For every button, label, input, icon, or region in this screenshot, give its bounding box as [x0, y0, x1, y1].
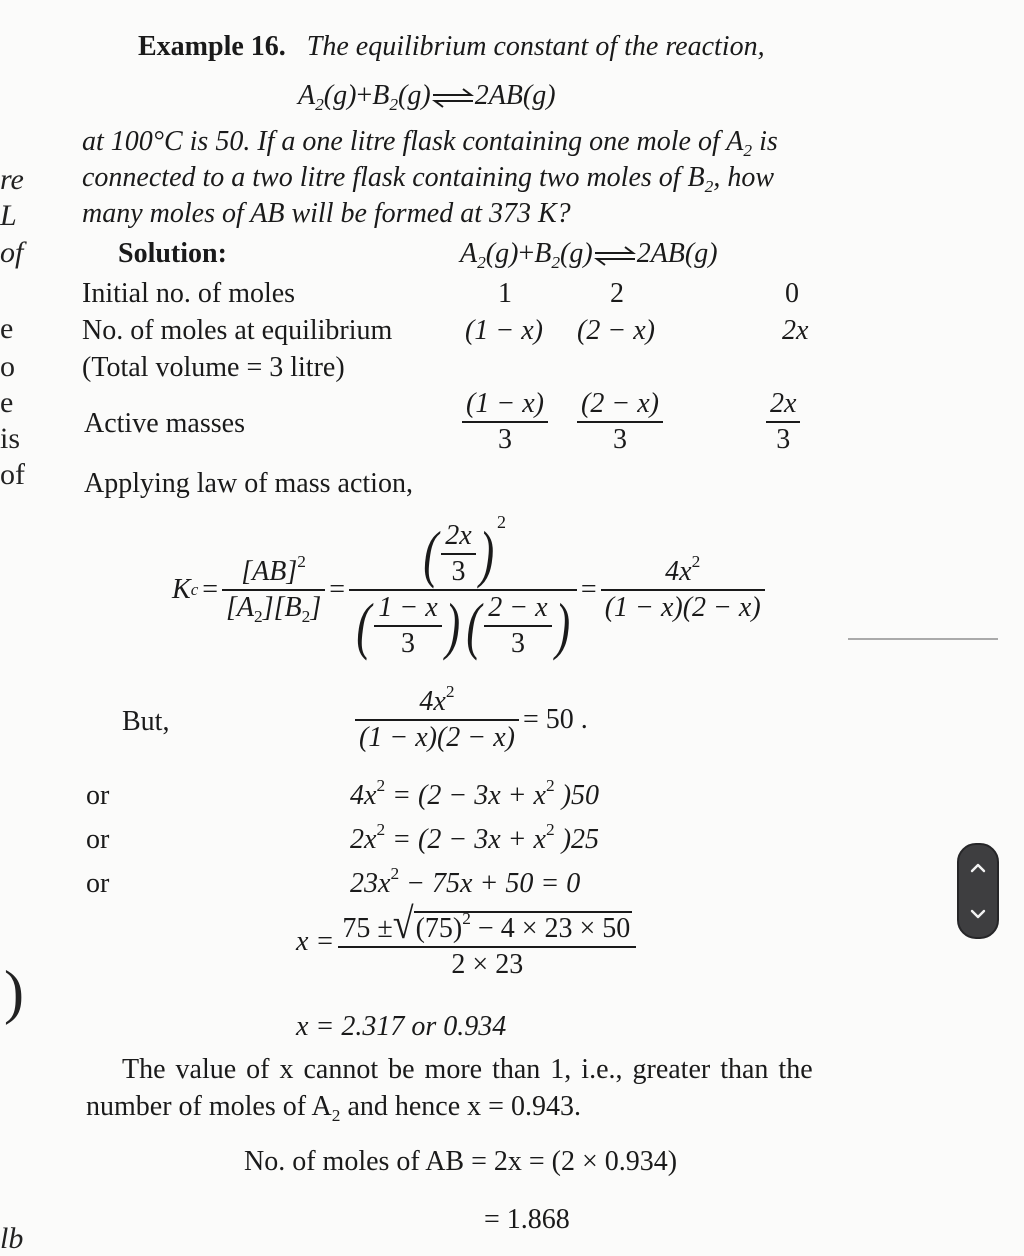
phase: (g) [398, 80, 431, 111]
margin-fragment: lb [0, 1222, 24, 1255]
row-equilibrium-ab: 2x [782, 315, 809, 346]
quadratic-formula: x = 75 ± √ $(75)^2 - 4 \times 23 \times 50$ 2 × 23 [296, 905, 636, 979]
row-active-masses-label: Active masses [84, 408, 245, 439]
square-root: √ $(75)^2 - 4 \times 23 \times 50$ [392, 899, 631, 949]
row-equilibrium-a: (1 − x) [465, 315, 543, 346]
margin-fragment: e [0, 386, 14, 419]
total-volume-note: (Total volume = 3 litre) [82, 352, 345, 383]
kc-fraction-2: ( $\frac{2x}{3}$ ) 2 ( $\frac{1 - x}{3}$ ) ( $\frac{2 - x}{3}$ ) [349, 522, 577, 658]
row-equilibrium-b: (2 − x) [577, 315, 655, 346]
phase: (g) [323, 80, 357, 111]
step-or-label: or [86, 868, 110, 899]
subscript: 2 [315, 95, 324, 115]
active-mass-a: $\frac{(1 - x)}{3}$ [462, 390, 548, 454]
question-line-3: connected to a two litre flask containing two moles of $B_2$, how [82, 162, 775, 197]
margin-fragment: o [0, 350, 15, 383]
step-expr: $2x^2 = (2 - 3x + x^2$ )25 [350, 819, 600, 855]
equilibrium-arrow-icon [431, 88, 475, 108]
law-of-mass-action-text: Applying law of mass action, [84, 468, 413, 499]
step-but-expr: $\frac{4x^2}{(1 - x)(2 - x)}$ = 50 . [355, 688, 588, 752]
scroll-up-button[interactable] [963, 853, 993, 883]
step-or-label: or [86, 780, 110, 811]
row-initial-a: 1 [498, 278, 512, 309]
roots: x = 2.317 or 0.934 [296, 1011, 507, 1042]
solution-reaction: $A_2(g)+B_2(g)$ 2AB(g) [460, 238, 718, 273]
species-a: A [298, 80, 316, 111]
example-heading [138, 33, 765, 61]
question-line-2: at 100°C is 50. If a one litre flask containing one mole of $A_2$ is [82, 126, 778, 161]
row-equilibrium-label: No. of moles at equilibrium [82, 315, 393, 346]
chevron-up-icon [970, 862, 986, 874]
scroll-down-button[interactable] [963, 899, 993, 929]
active-mass-ab: $\frac{2x}{3}$ [766, 390, 800, 454]
margin-fragment: L [0, 199, 17, 232]
kc-fraction-3: $\frac{4x^2}{(1 - x)(2 - x)}$ [601, 558, 765, 622]
example-label: Example 16. [138, 31, 286, 62]
subscript: 2 [389, 95, 399, 115]
row-initial-label: Initial no. of moles [82, 278, 296, 309]
reaction-equation [298, 80, 556, 115]
row-initial-b: 2 [610, 278, 624, 309]
moles-ab-result: = 1.868 [484, 1204, 570, 1235]
active-mass-b: $\frac{(2 - x)}{3}$ [577, 390, 663, 454]
question-line-4: many moles of AB will be formed at 373 K? [82, 198, 571, 229]
margin-fragment: ) [4, 959, 24, 1025]
margin-fragment: re [0, 163, 24, 196]
margin-fragment: of [0, 458, 25, 491]
moles-ab-line: No. of moles of AB = 2x = (2 × 0.934) [244, 1146, 678, 1177]
chevron-down-icon [970, 908, 986, 920]
question-line-1: The equilibrium constant of the reaction, [306, 31, 765, 62]
margin-fragment: e [0, 312, 14, 345]
solution-label: Solution: [118, 238, 227, 269]
species-b: B [372, 80, 390, 111]
margin-fragment: is [0, 422, 21, 455]
plus-sign: + [356, 80, 373, 111]
phase: (g) [522, 80, 556, 111]
equilibrium-arrow-icon [593, 246, 637, 266]
product: 2AB [474, 80, 523, 111]
scroll-control[interactable] [957, 843, 999, 939]
step-expr: $23x^2 - 75x + 50 = 0$ [350, 863, 581, 899]
step-expr: $4x^2 = (2 - 3x + x^2$ )50 [350, 775, 600, 811]
row-initial-ab: 0 [785, 278, 799, 309]
step-or-label: or [86, 824, 110, 855]
kc-fraction-1: $\frac{[AB]^2}{[A_2][B_2]}$ [222, 558, 325, 622]
margin-fragment: of [0, 236, 24, 269]
explanation-line-1: The value of x cannot be more than 1, i.e., greater than the [122, 1054, 813, 1085]
explanation-line-2: number of moles of $A_2$ and hence x = 0.943. [86, 1091, 581, 1126]
step-but-label: But, [122, 706, 170, 737]
faint-rule [848, 638, 998, 640]
kc-expression: K c = $\frac{[AB]^2}{[A_2][B_2]}$ = ( $\frac{2x}{3}$ ) 2 ( $\frac{1 - x}{3}$ ) ( $\frac{2 - x}{3}$ ) = $\frac{4x^2}{(1 - x)(2 - x)}$ [172, 505, 765, 675]
